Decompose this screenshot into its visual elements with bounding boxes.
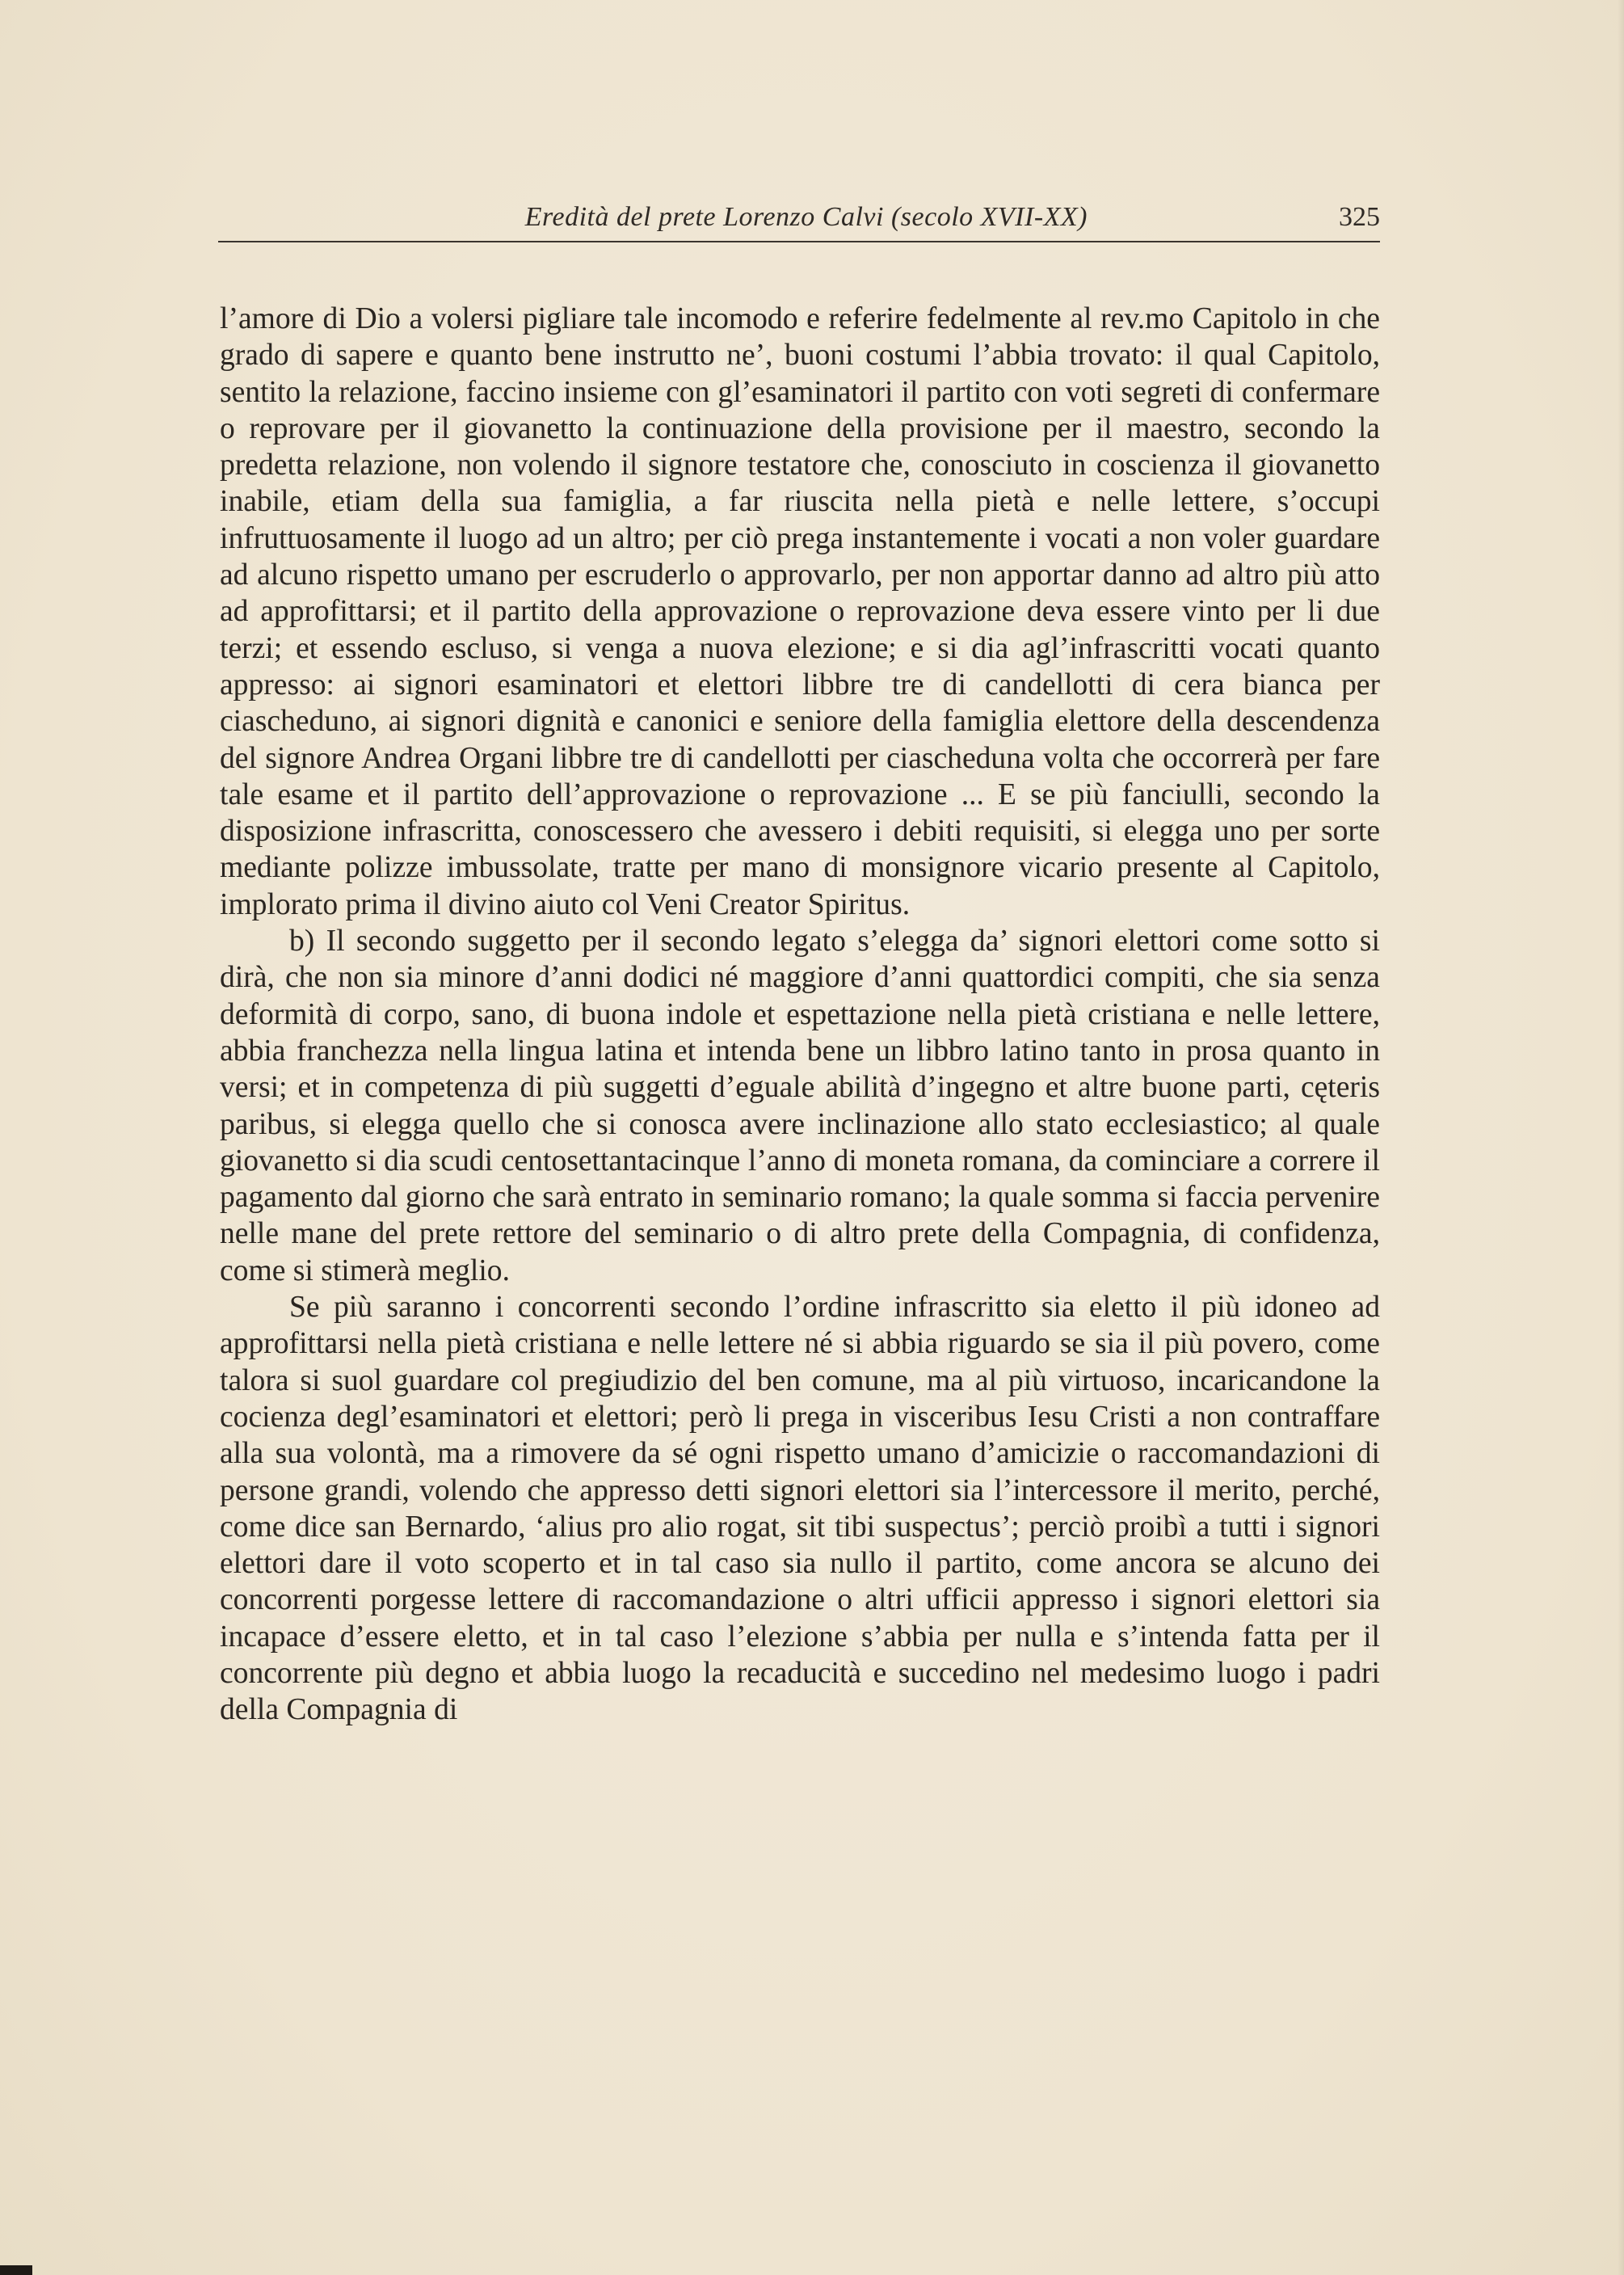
page-number: 325 — [1339, 202, 1380, 232]
running-title: Eredità del prete Lorenzo Calvi (secolo XVII-XX) — [524, 202, 1088, 232]
running-header — [218, 202, 1380, 242]
page-edge-shadow — [1618, 0, 1624, 2275]
paragraph-concorrenti: Se più saranno i concorrenti secondo l’ordine infrascritto sia eletto il più idoneo ad approfittarsi nella pietà cristiana e nelle lettere né si abbia riguardo se sia il più povero, come talora si suol guardare col pregiudizio del ben comune, ma al più virtuoso, incaricandone la cocienza degl’esaminatori et elettori; però li prega in visceribus Iesu Cristi a non contraffare alla sua volontà, ma a rimovere da sé ogni rispetto umano d’amicizie o raccomandazioni di persone grandi, volendo che appresso detti signori elettori sia l’intercessore il merito, perché, come dice san Bernardo, ‘alius pro alio rogat, sit tibi suspectus’; perciò proibì a tutti i signori elettori dare il voto scoperto et in tal caso sia nullo il partito, come ancora se alcuno dei concorrenti porgesse lettere di raccomandazione o altri ufficii appresso i signori elettori sia incapace d’essere eletto, et in tal caso l’elezione s’abbia per nulla e s’intenda fatta per il concorrente più degno et abbia luogo la recaducità e succedino nel medesimo luogo i padri della Compagnia di — [220, 1291, 1380, 1727]
body-text — [220, 301, 1380, 1729]
paragraph-continuation: l’amore di Dio a volersi pigliare tale incomodo e referire fedelmente al rev.mo Capitolo in che grado di sapere e quanto bene instrutto ne’, buoni costumi l’abbia trovato: il qual Capitolo, sentito la relazione, faccino insieme con gl’esaminatori il partito con voti segreti di confermare o reprovare per il giovanetto la continuazione della provisione per il maestro, secondo la predetta relazione, non volendo il signore testatore che, conosciuto in coscienza il giovanetto inabile, etiam della sua famiglia, a far riuscita nella pietà e nelle lettere, s’occupi infruttuosamente il luogo ad un altro; per ciò prega instantemente i vocati a non voler guardare ad alcuno rispetto umano per escruderlo o approvarlo, per non apportar danno ad altro più atto ad approfittarsi; et il partito della approvazione o reprovazione deva essere vinto per li due terzi; et essendo escluso, si venga a nuova elezione; e si dia agl’infrascritti vocati quanto appresso: ai signori esaminatori et elettori libbre tre di candellotti di cera bianca per ciascheduno, ai signori dignità e canonici e seniore della famiglia elettore della descendenza del signore Andrea Organi libbre tre di candellotti per ciascheduna volta che occorrerà per fare tale esame et il partito dell’approvazione o reprovazione ... E se più fanciulli, secondo la disposizione infrascritta, conoscessero che avessero i debiti requisiti, si elegga uno per sorte mediante polizze imbussolate, tratte per mano di monsignore vicario presente al Capitolo, implorato prima il divino aiuto col Veni Creator Spiritus. — [220, 302, 1380, 921]
paragraph-item-b: b) Il secondo suggetto per il secondo legato s’elegga da’ signori elettori come sotto si dirà, che non sia minore d’anni dodici né maggiore d’anni quattordici compiti, che sia senza deformità di corpo, sano, di buona indole et espettazione nella pietà cristiana e nelle lettere, abbia franchezza nella lingua latina et intenda bene un libbro latino tanto in prosa quanto in versi; et in competenza di più suggetti d’eguale abilità d’ingegno et altre buone parti, cęteris paribus, si elegga quello che si conosca avere inclinazione allo stato ecclesiastico; al quale giovanetto si dia scudi centosettantacinque l’anno di moneta romana, da cominciare a correre il pagamento dal giorno che sarà entrato in seminario romano; la quale somma si faccia pervenire nelle mane del prete rettore del seminario o di altro prete della Compagnia, di confidenza, come si stimerà meglio. — [220, 925, 1380, 1287]
scan-corner-mark — [0, 2265, 32, 2275]
